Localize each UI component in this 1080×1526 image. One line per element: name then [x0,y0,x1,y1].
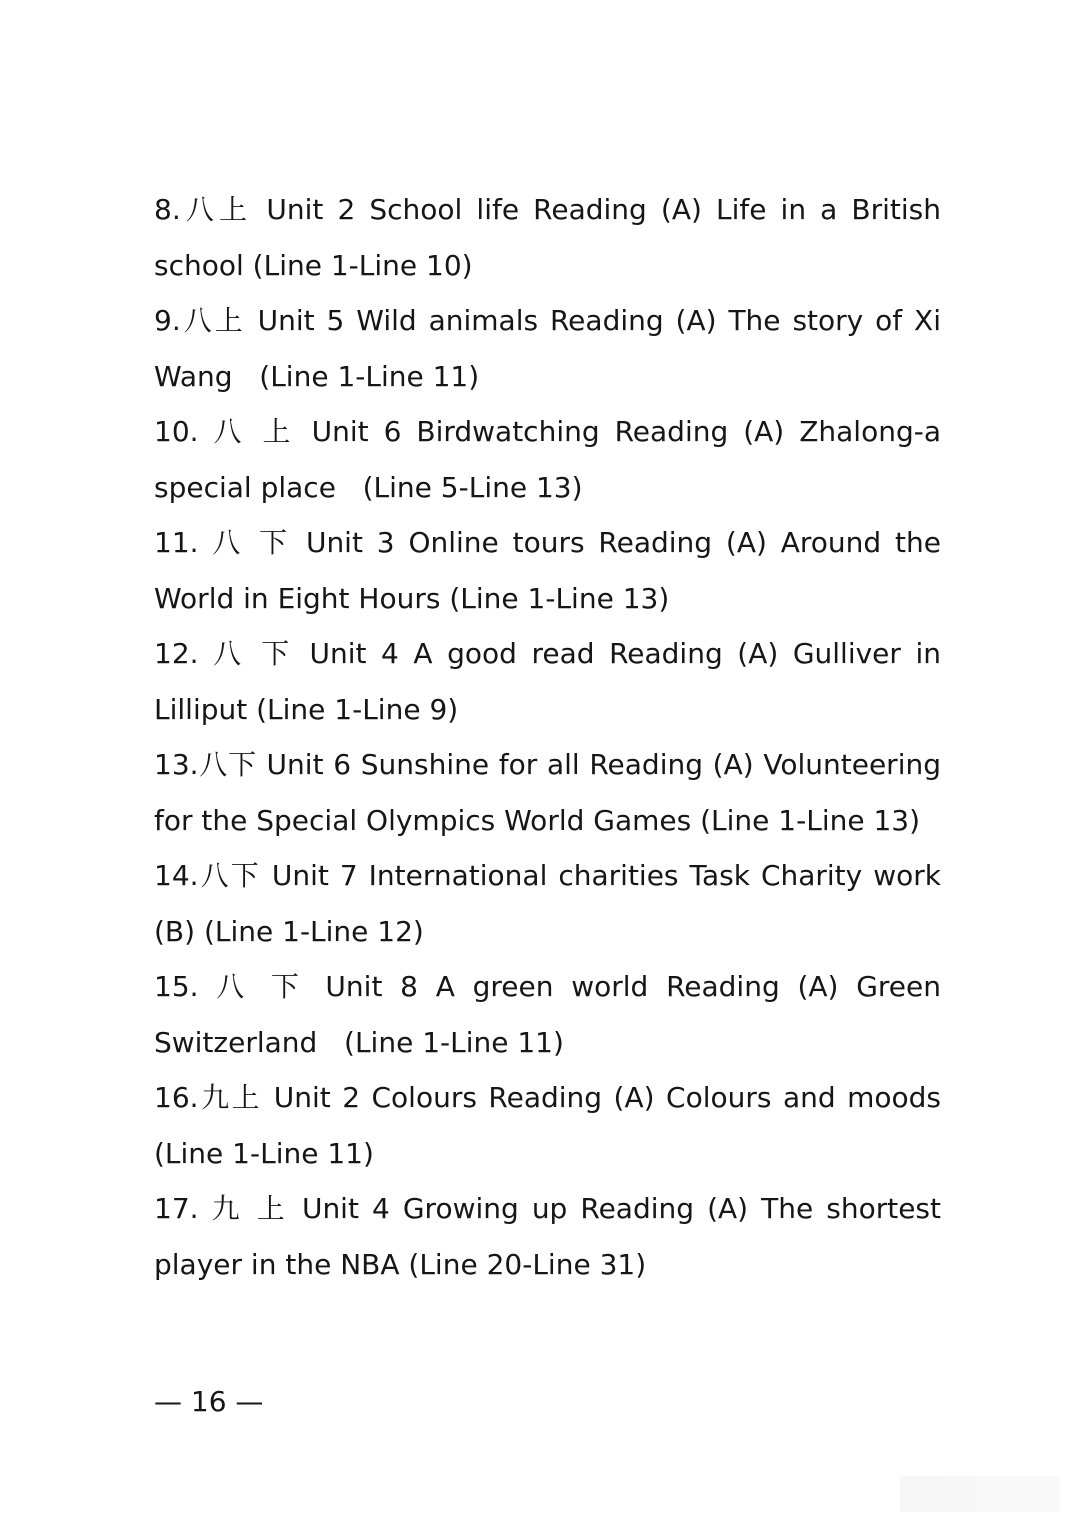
list-item: 16.九上 Unit 2 Colours Reading (A) Colours and moods (Line 1-Line 11) [154,1081,941,1170]
list-item: 17. 九 上 Unit 4 Growing up Reading (A) The shortest player in the NBA (Line 20-Line 31) [154,1192,941,1281]
list-item: 15. 八 下 Unit 8 A green world Reading (A) Green Switzerland (Line 1-Line 11) [154,970,941,1059]
list-item: 9.八上 Unit 5 Wild animals Reading (A) The story of Xi Wang (Line 1-Line 11) [154,304,941,393]
reading-list [154,182,941,1292]
list-item: 8.八上 Unit 2 School life Reading (A) Life in a British school (Line 1-Line 10) [154,193,941,282]
list-item: 11. 八 下 Unit 3 Online tours Reading (A) Around the World in Eight Hours (Line 1-Line 13) [154,526,941,615]
watermark-logo [900,1476,1060,1512]
list-item: 14.八下 Unit 7 International charities Task Charity work (B) (Line 1-Line 12) [154,859,941,948]
list-item: 10. 八 上 Unit 6 Birdwatching Reading (A) Zhalong-a special place (Line 5-Line 13) [154,415,941,504]
list-item: 12. 八 下 Unit 4 A good read Reading (A) Gulliver in Lilliput (Line 1-Line 9) [154,637,941,726]
page-number: — 16 — [154,1385,264,1418]
list-item: 13.八下 Unit 6 Sunshine for all Reading (A) Volunteering for the Special Olympics World Games (Line 1-Line 13) [154,748,941,837]
